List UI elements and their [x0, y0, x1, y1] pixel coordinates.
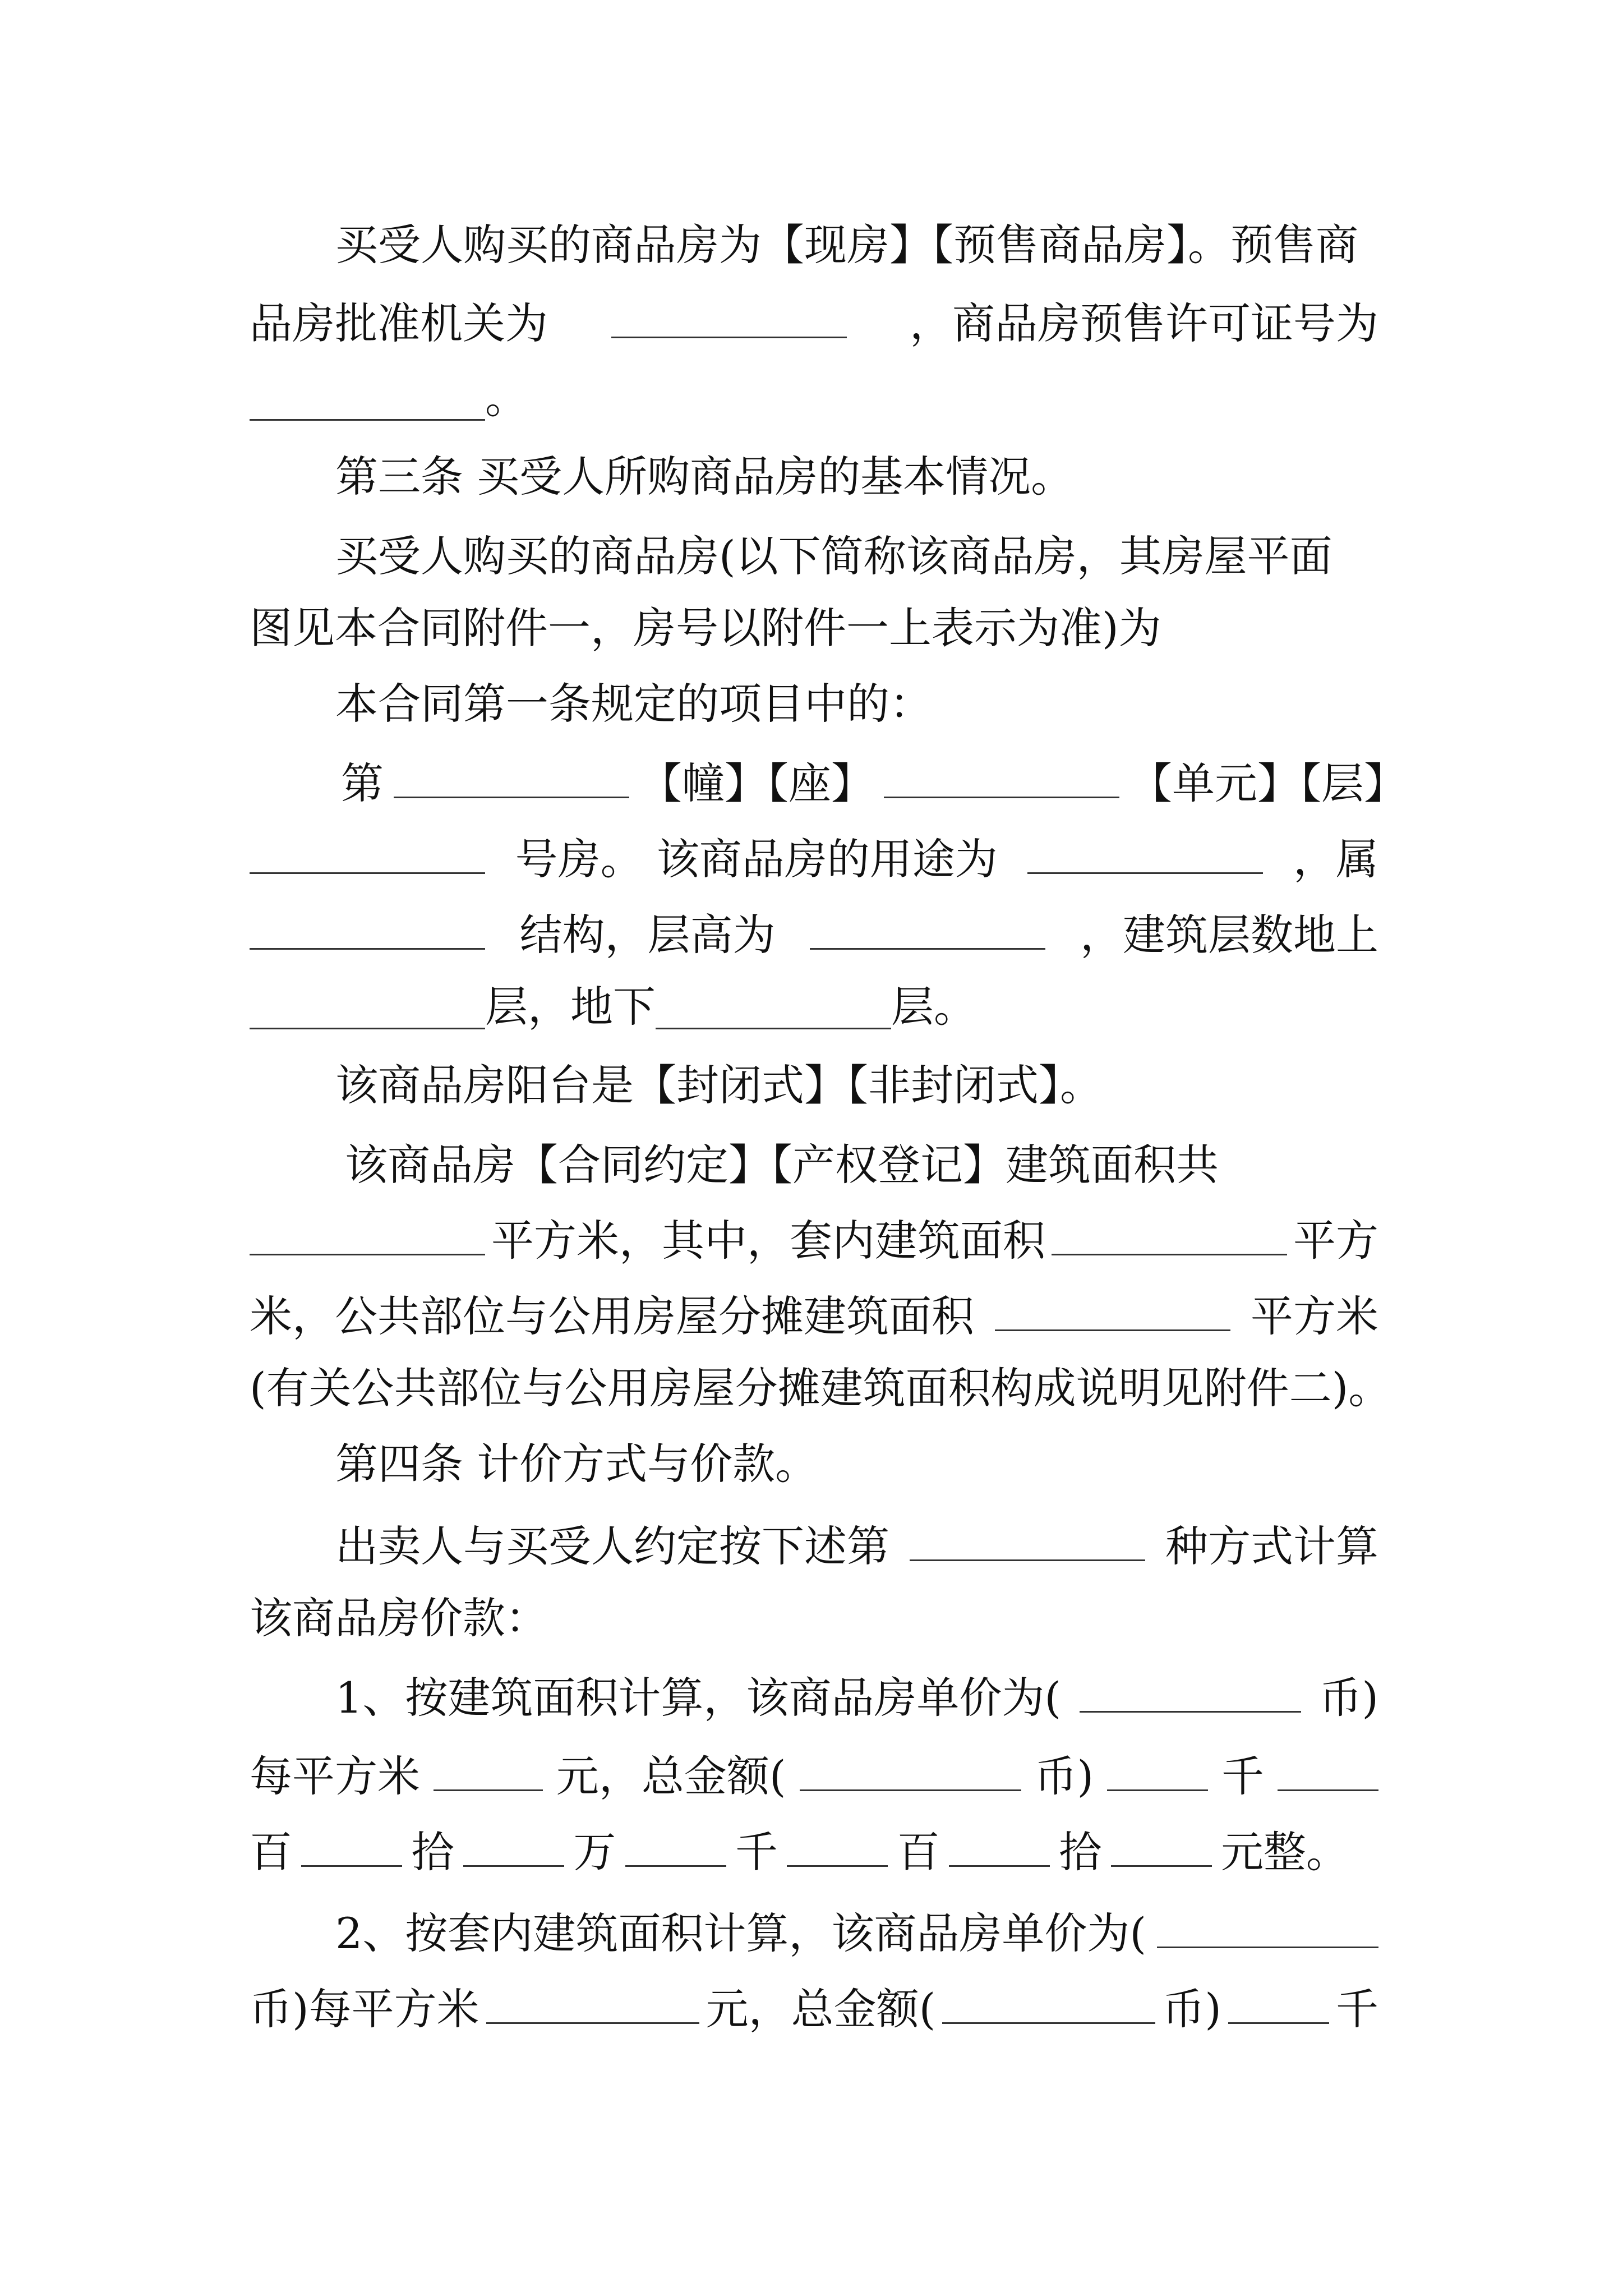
fill-blank [949, 1830, 1050, 1867]
fill-blank [250, 913, 485, 950]
text: 层。 [891, 982, 976, 1032]
fill-blank [463, 1830, 564, 1867]
text: 平方 [1293, 1215, 1378, 1266]
fill-blank [884, 762, 1119, 798]
fill-blank [810, 913, 1045, 950]
paragraph-line [335, 1663, 1378, 1725]
text: 千 [1221, 1751, 1265, 1801]
fill-blank [486, 1987, 699, 2024]
text: 元，总金额( [706, 1984, 936, 2034]
text: 【幢】【座】 [639, 758, 874, 808]
text: 层，地下 [485, 982, 656, 1032]
paragraph-line [250, 1358, 1391, 1419]
text: (有关公共部位与公用房屋分摊建筑面积构成说明见附件二)。 [250, 1363, 1391, 1413]
paragraph-line [335, 1055, 1103, 1116]
fill-blank [434, 1755, 543, 1791]
paragraph-line [250, 1818, 1349, 1879]
text: 千 [1335, 1984, 1378, 2034]
text: 2、按套内建筑面积计算，该商品房单价为( [335, 1908, 1147, 1958]
text: 币) [1162, 1984, 1221, 2034]
paragraph-line [250, 1206, 1378, 1268]
text: 元，总金额( [556, 1751, 786, 1801]
fill-blank [800, 1755, 1021, 1791]
paragraph-line [250, 1588, 548, 1649]
fill-blank [787, 1830, 888, 1867]
text: 币) [1034, 1751, 1094, 1801]
fill-blank [625, 1830, 726, 1867]
text: 该商品房阳台是【封闭式】【非封闭式】。 [335, 1060, 1103, 1110]
paragraph-line [250, 597, 1161, 659]
paragraph-line [335, 1899, 1378, 1961]
fill-blank [656, 993, 891, 1029]
text: 币) [1319, 1672, 1378, 1723]
text: 拾 [411, 1826, 454, 1877]
paragraph-line [335, 522, 1378, 583]
text: 币)每平方米 [250, 1984, 479, 2034]
fill-blank [942, 1987, 1155, 2024]
text: 品房批准机关为 [250, 298, 548, 348]
text: 每平方米 [250, 1751, 420, 1801]
text: 百 [250, 1826, 292, 1877]
paragraph-line [250, 289, 1378, 351]
text: 种方式计算 [1165, 1521, 1378, 1571]
text: ，商品房预售许可证号为 [910, 298, 1378, 348]
text: 百 [897, 1826, 940, 1877]
fill-blank [910, 1525, 1145, 1561]
text: 元整。 [1220, 1826, 1349, 1877]
paragraph-line [345, 1130, 1378, 1192]
fill-blank [250, 838, 485, 874]
text: ，建筑层数地上 [1080, 909, 1378, 960]
text: 平方米 [1251, 1291, 1378, 1341]
fill-blank [394, 762, 629, 798]
text: 该商品房【合同约定】【产权登记】建筑面积共 [345, 1139, 1219, 1190]
text: 该商品房价款： [250, 1593, 548, 1643]
text: ，属 [1293, 834, 1378, 884]
text: 1、按建筑面积计算，该商品房单价为( [335, 1672, 1062, 1723]
paragraph-line [335, 673, 932, 735]
text: 拾 [1059, 1826, 1102, 1877]
text: 出卖人与买受人约定按下述第 [335, 1521, 889, 1571]
paragraph-line [250, 976, 976, 1038]
text: 。 [485, 373, 528, 423]
fill-blank [1278, 1755, 1378, 1791]
text: 结构，层高为 [519, 909, 776, 960]
fill-blank [1228, 1987, 1329, 2024]
text: 平方米，其中，套内建筑面积 [491, 1215, 1045, 1266]
fill-blank [1107, 1755, 1208, 1791]
paragraph-line [250, 1742, 1378, 1803]
fill-blank [995, 1295, 1230, 1331]
text: 第四条 计价方式与价款。 [335, 1439, 818, 1489]
text: 买受人购买的商品房为【现房】【预售商品房】。预售商 [335, 219, 1358, 270]
article-heading [335, 1433, 818, 1495]
text: 【单元】【层】 [1129, 758, 1407, 808]
fill-blank [250, 1219, 485, 1255]
paragraph-line [341, 749, 1407, 811]
text: 第 [341, 758, 384, 808]
text: 米，公共部位与公用房屋分摊建筑面积 [250, 1291, 974, 1341]
text: 本合同第一条规定的项目中的： [335, 679, 932, 729]
article-heading [335, 446, 1073, 508]
fill-blank [301, 1830, 402, 1867]
text: 图见本合同附件一，房号以附件一上表示为准)为 [250, 603, 1161, 653]
text: 买受人购买的商品房(以下简称该商品房，其房屋平面 [335, 531, 1332, 581]
fill-blank [250, 384, 485, 421]
fill-blank [1052, 1219, 1287, 1255]
paragraph-line [335, 1512, 1378, 1573]
fill-blank [1111, 1830, 1212, 1867]
text: 号房。 该商品房的用途为 [515, 834, 998, 884]
fill-blank [1080, 1676, 1301, 1713]
paragraph-line [250, 1975, 1378, 2036]
fill-blank [1157, 1912, 1378, 1948]
paragraph-line [335, 210, 1378, 272]
paragraph-line [250, 825, 1378, 886]
text: 千 [735, 1826, 778, 1877]
fill-blank [1027, 838, 1263, 874]
paragraph-line [250, 900, 1378, 962]
fill-blank [611, 302, 847, 338]
paragraph-line [250, 367, 528, 429]
paragraph-line [250, 1282, 1378, 1343]
text: 第三条 买受人所购商品房的基本情况。 [335, 452, 1074, 501]
fill-blank [250, 993, 485, 1029]
text: 万 [573, 1826, 616, 1877]
